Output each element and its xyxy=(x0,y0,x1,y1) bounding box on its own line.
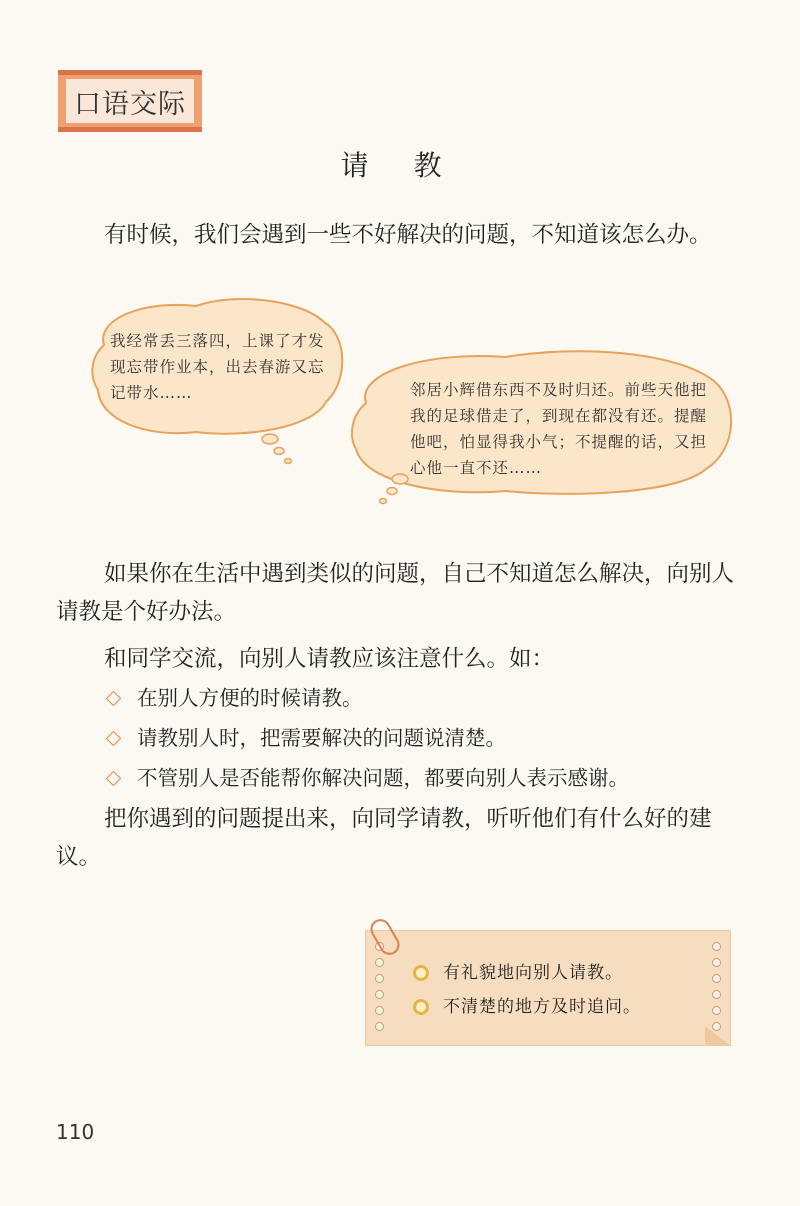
tips-list xyxy=(104,678,629,798)
diamond-bullet-icon xyxy=(106,730,122,746)
thought-bubble-1 xyxy=(86,290,346,470)
thought-bubble-1-text: 我经常丢三落四，上课了才发现忘带作业本，出去春游又忘记带水…… xyxy=(110,332,325,402)
note-list xyxy=(413,956,641,1024)
section-tag xyxy=(58,70,202,132)
note-holes-right xyxy=(712,942,721,1031)
note-holes-left xyxy=(375,942,384,1031)
page-fold-icon xyxy=(705,1026,731,1046)
note-text: 不清楚的地方及时追问。 xyxy=(443,997,641,1017)
ring-bullet-icon xyxy=(413,965,429,981)
list-item xyxy=(413,956,641,990)
intro-paragraph: 有时候，我们会遇到一些不好解决的问题，不知道该怎么办。 xyxy=(104,222,712,248)
list-item xyxy=(104,678,629,718)
diamond-bullet-icon xyxy=(106,690,122,706)
section-tag-label: 口语交际 xyxy=(66,79,194,123)
tip-text: 不管别人是否能帮你解决问题，都要向别人表示感谢。 xyxy=(137,766,629,790)
diamond-bullet-icon xyxy=(106,770,122,786)
tip-text: 请教别人时，把需要解决的问题说清楚。 xyxy=(137,726,506,750)
paragraph-task: 把你遇到的问题提出来，向同学请教，听听他们有什么好的建议。 xyxy=(56,806,712,870)
list-item xyxy=(104,718,629,758)
page-number: 110 xyxy=(56,1120,95,1144)
tip-text: 在别人方便的时候请教。 xyxy=(137,686,363,710)
paragraph-ask-for-help: 如果你在生活中遇到类似的问题，自己不知道怎么解决，向别人请教是个好办法。 xyxy=(56,561,735,625)
paragraph-discussion: 和同学交流，向别人请教应该注意什么。如： xyxy=(104,646,555,672)
note-text: 有礼貌地向别人请教。 xyxy=(443,963,623,983)
list-item xyxy=(413,990,641,1024)
ring-bullet-icon xyxy=(413,999,429,1015)
list-item xyxy=(104,758,629,798)
lesson-title: 请 教 xyxy=(340,149,460,182)
thought-bubble-2 xyxy=(346,345,736,505)
thought-bubble-2-text: 邻居小辉借东西不及时归还。前些天他把我的足球借走了，到现在都没有还。提醒他吧，怕显得我小气；不提醒的话，又担心他一直不还…… xyxy=(410,381,708,477)
reminder-note xyxy=(365,918,735,1050)
